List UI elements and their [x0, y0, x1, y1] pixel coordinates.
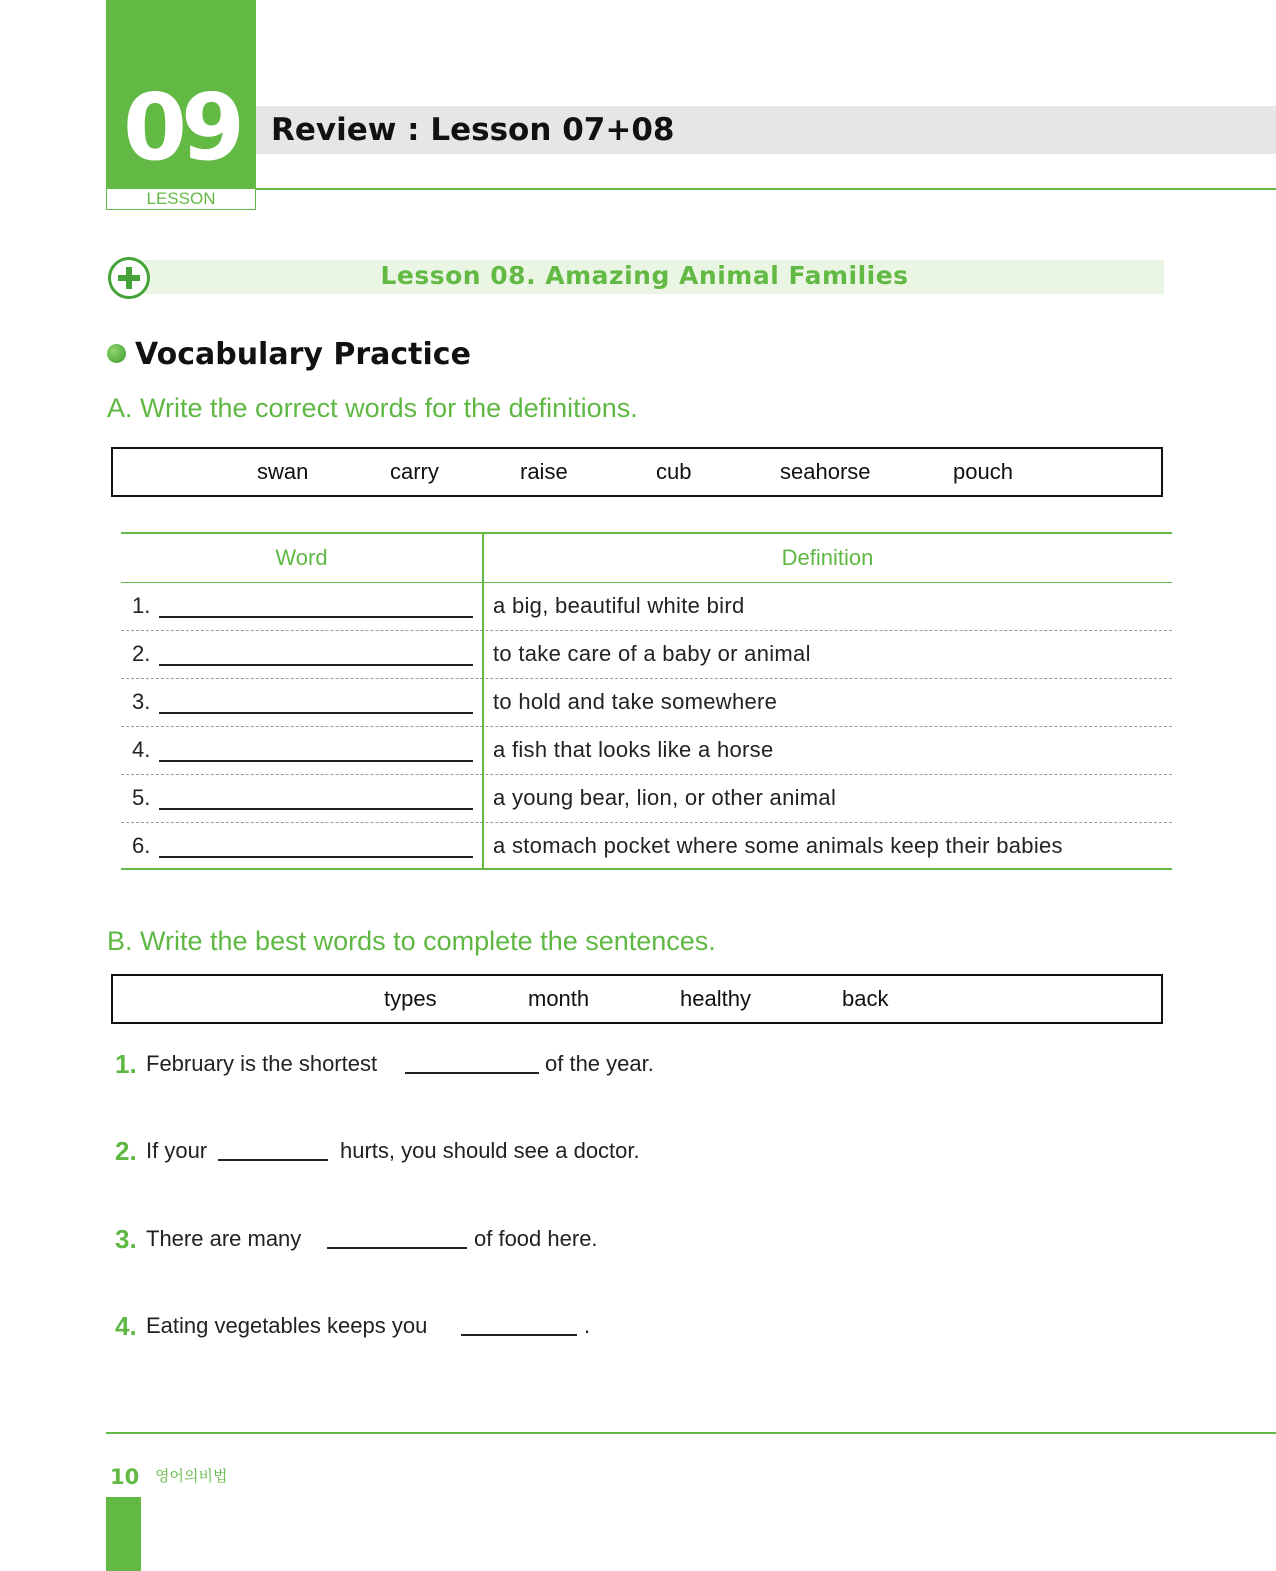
word-bank-item: pouch	[953, 459, 1013, 484]
part-a-instruction: A. Write the correct words for the definitions.	[107, 393, 638, 423]
sentence-text-before: February is the shortest	[146, 1051, 378, 1076]
subtitle-band	[125, 260, 1164, 294]
answer-blank[interactable]	[327, 1247, 467, 1249]
word-bank-b	[111, 974, 1163, 1024]
answer-blank[interactable]	[159, 712, 473, 714]
word-bank-item: carry	[390, 459, 439, 484]
word-bank-item: cub	[656, 459, 692, 484]
answer-blank[interactable]	[218, 1159, 328, 1161]
table-row	[121, 582, 1172, 631]
book-name: 영어의비법	[155, 1468, 228, 1485]
bullet-dot-icon	[107, 344, 126, 363]
row-number: 3.	[132, 689, 151, 714]
answer-blank[interactable]	[159, 856, 473, 858]
row-number: 6.	[132, 833, 151, 858]
word-bank-a	[111, 447, 1163, 497]
sentence-number: 4.	[115, 1311, 137, 1341]
word-bank-item: types	[384, 986, 437, 1011]
page-number: 10	[110, 1465, 140, 1489]
table-header	[121, 532, 1172, 583]
lesson-label: LESSON	[106, 189, 256, 210]
sentence-text-after: .	[584, 1313, 591, 1338]
table-row	[121, 630, 1172, 679]
word-bank-item: raise	[520, 459, 568, 484]
table-row	[121, 822, 1172, 870]
page-title: Review : Lesson 07+08	[271, 112, 675, 148]
row-number: 4.	[132, 737, 151, 762]
column-header-word: Word	[275, 545, 328, 570]
word-bank-item: month	[528, 986, 590, 1011]
lesson-number: 09	[122, 74, 240, 181]
answer-blank[interactable]	[159, 664, 473, 666]
word-bank-item: back	[842, 986, 889, 1011]
column-header-definition: Definition	[781, 545, 874, 570]
lesson-subtitle: Lesson 08. Amazing Animal Families	[380, 261, 909, 290]
column-divider	[482, 532, 484, 870]
row-definition: a stomach pocket where some animals keep their babies	[493, 833, 1063, 858]
sentence-text-before: Eating vegetables keeps you	[146, 1313, 428, 1338]
row-number: 1.	[132, 593, 151, 618]
sentence-text-before: If your	[146, 1138, 208, 1163]
sentence-number: 1.	[115, 1049, 137, 1079]
row-definition: to take care of a baby or animal	[493, 641, 811, 666]
row-definition: a young bear, lion, or other animal	[493, 785, 837, 810]
answer-blank[interactable]	[405, 1072, 539, 1074]
header-divider	[256, 188, 1276, 190]
sentence-number: 2.	[115, 1136, 137, 1166]
answer-blank[interactable]	[159, 808, 473, 810]
sentence-text-after: of the year.	[545, 1051, 654, 1076]
table-bottom-rule	[121, 868, 1172, 870]
sentence-text-after: of food here.	[474, 1226, 598, 1251]
word-bank-item: healthy	[680, 986, 751, 1011]
sentence-text-before: There are many	[146, 1226, 302, 1251]
table-row	[121, 774, 1172, 823]
row-definition: a fish that looks like a horse	[493, 737, 774, 762]
word-bank-item: swan	[257, 459, 309, 484]
row-number: 2.	[132, 641, 151, 666]
part-b-instruction: B. Write the best words to complete the sentences.	[107, 926, 716, 956]
title-bar	[256, 106, 1276, 154]
section-title: Vocabulary Practice	[135, 337, 471, 372]
footer-accent-block	[106, 1497, 141, 1571]
table-row	[121, 726, 1172, 775]
row-number: 5.	[132, 785, 151, 810]
sentence-number: 3.	[115, 1224, 137, 1254]
table-row	[121, 678, 1172, 727]
word-bank-item: seahorse	[780, 459, 871, 484]
answer-blank[interactable]	[461, 1334, 577, 1336]
answer-blank[interactable]	[159, 760, 473, 762]
row-definition: a big, beautiful white bird	[493, 593, 745, 618]
plus-circle-icon	[108, 257, 150, 299]
footer-divider	[106, 1432, 1276, 1434]
sentence-text-after: hurts, you should see a doctor.	[340, 1138, 640, 1163]
row-definition: to hold and take somewhere	[493, 689, 778, 714]
answer-blank[interactable]	[159, 616, 473, 618]
lesson-badge	[106, 0, 256, 189]
